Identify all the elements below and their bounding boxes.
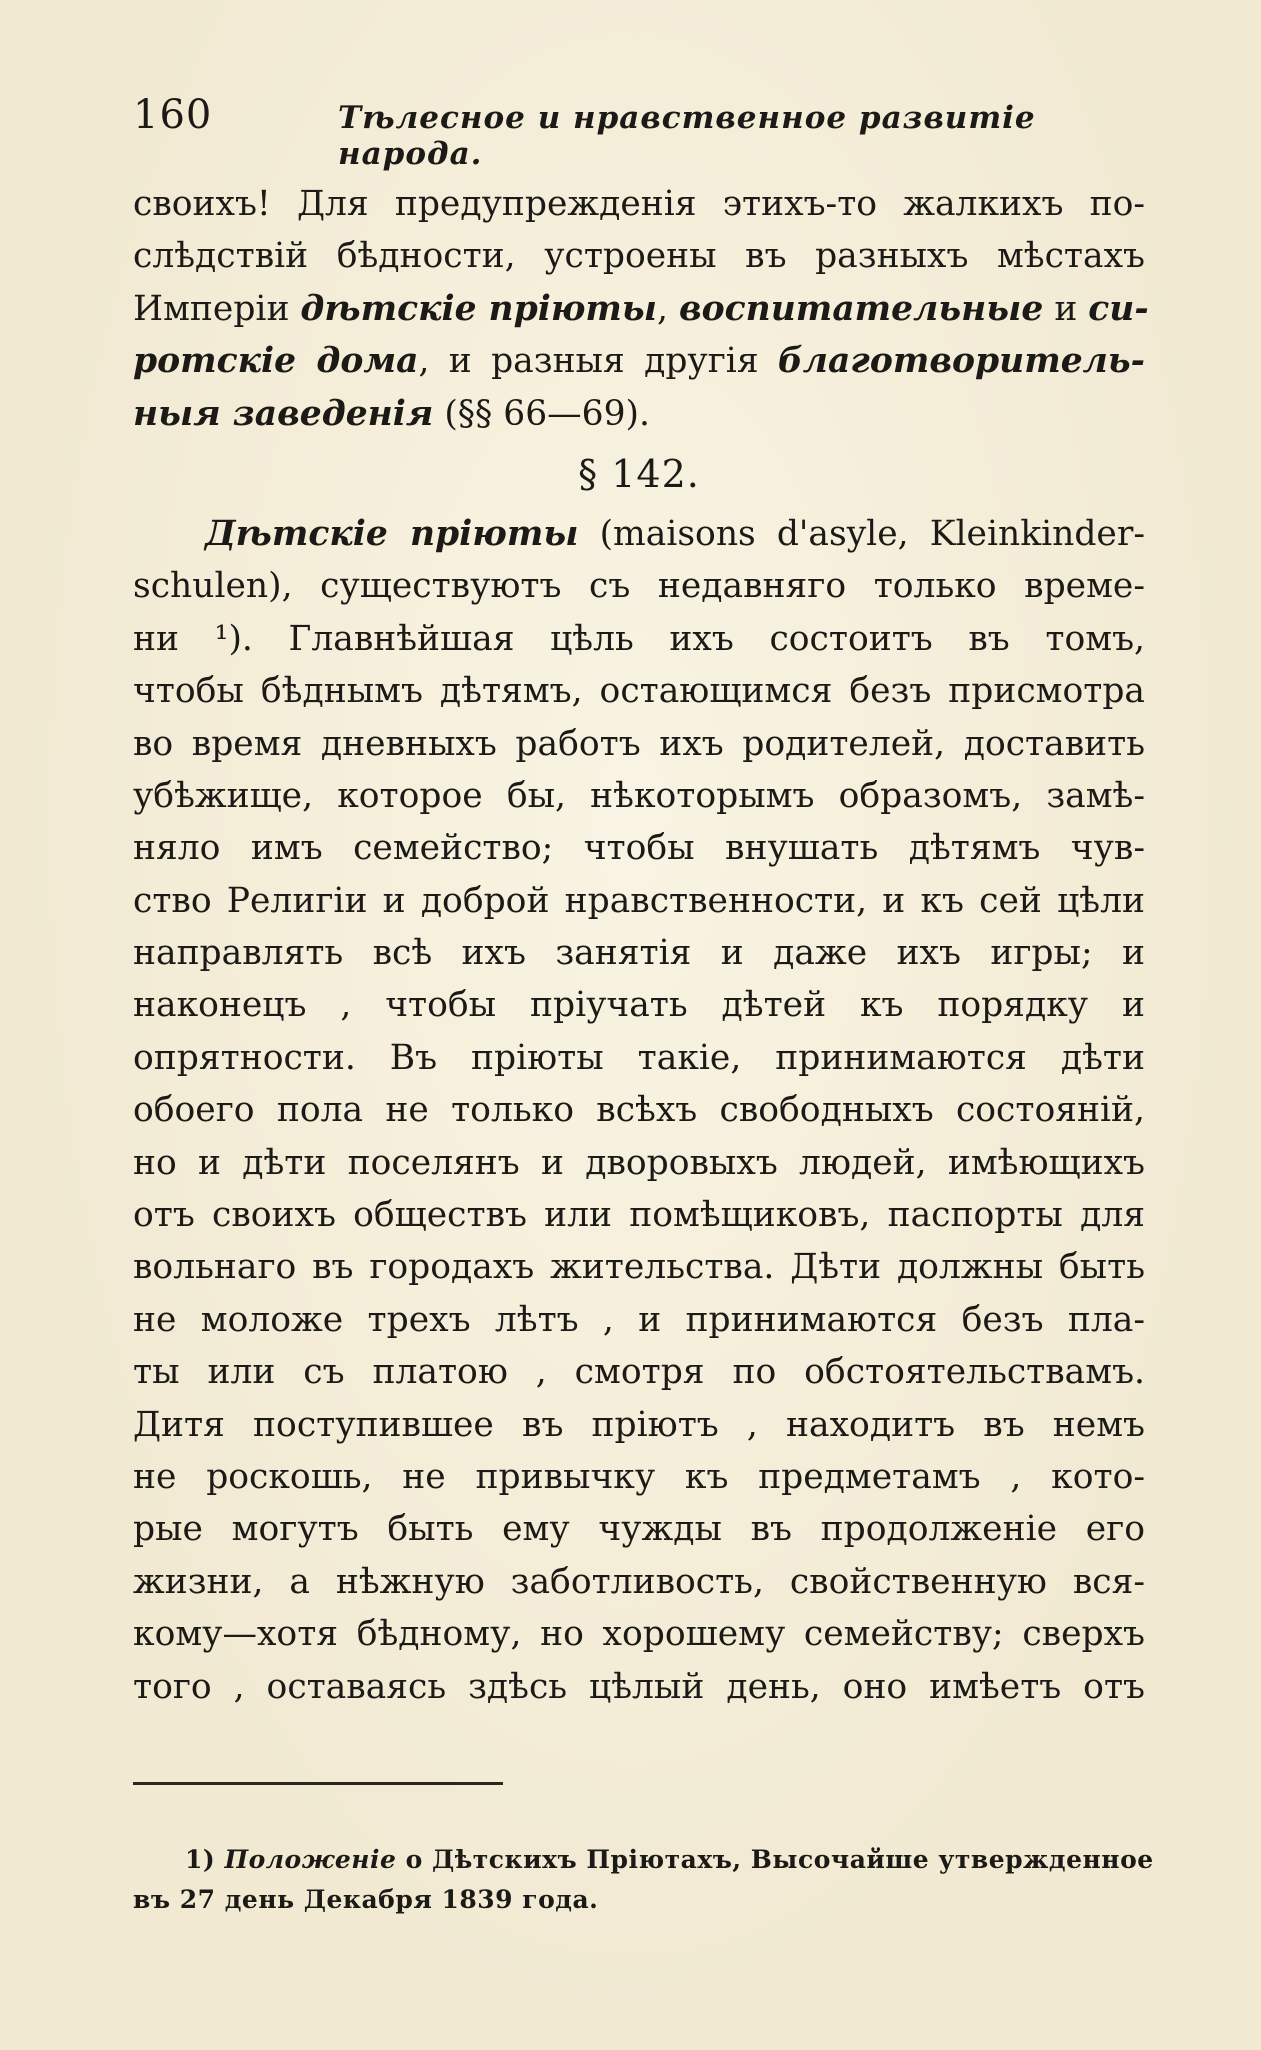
emphasis-orphan-homes-cont: ротскіе дома: [133, 341, 419, 382]
text-run: Имперіи: [133, 288, 290, 329]
text-line: направлять всѣ ихъ занятія и даже ихъ игры; и: [133, 933, 1145, 974]
emphasis-institutions: ныя заведенія: [133, 393, 434, 434]
text-line: убѣжище, которое бы, нѣкоторымъ образомъ, замѣ-: [133, 775, 1145, 816]
text-line: [133, 508, 1145, 560]
text-line: кому—хотя бѣдному, но хорошему семейству; сверхъ: [133, 1614, 1145, 1655]
text-run: и: [1054, 288, 1078, 329]
text-line: наконецъ , чтобы пріучать дѣтей къ порядку и: [133, 985, 1145, 1026]
text-line: вольнаго въ городахъ жительства. Дѣти должны быть: [133, 1247, 1145, 1288]
text-line: не роскошь, не привычку къ предметамъ , кото-: [133, 1456, 1145, 1497]
text-run: (§§ 66—69).: [433, 393, 650, 434]
emphasis-charitable: благотворитель-: [777, 341, 1145, 382]
footnote-rule: [133, 1782, 503, 1785]
footnote-line: [133, 1840, 1154, 1880]
text-line: [133, 388, 1145, 440]
text-line: но и дѣти поселянъ и дворовыхъ людей, имѣющихъ: [133, 1142, 1145, 1183]
footnote-line: въ 27 день Декабря 1839 года.: [133, 1885, 599, 1914]
page-number: 160: [133, 92, 213, 138]
page-header: [133, 92, 1143, 172]
text-line: чтобы бѣднымъ дѣтямъ, остающимся безъ присмотра: [133, 671, 1145, 712]
text-run: о Дѣтскихъ Пріютахъ, Высочайше утвержденное: [405, 1845, 1154, 1874]
main-text: [133, 178, 1149, 1713]
footnote-emphasis: Положеніе: [224, 1845, 397, 1874]
emphasis-orphanages: воспитательные: [678, 288, 1044, 329]
text-line: няло имъ семейство; чтобы внушать дѣтямъ чув-: [133, 828, 1145, 869]
emphasis-children-shelters: дѣтскіе пріюты: [300, 288, 658, 329]
text-line: ни ¹). Главнѣйшая цѣль ихъ состоитъ въ томъ,: [133, 618, 1145, 659]
text-line: [133, 283, 1149, 335]
section-heading: § 142.: [578, 451, 700, 496]
text-line: обоего пола не только всѣхъ свободныхъ состояній,: [133, 1090, 1145, 1131]
text-line: Дитя поступившее въ пріютъ , находитъ въ немъ: [133, 1404, 1145, 1445]
footnote-marker: 1): [185, 1845, 216, 1874]
footnote: [133, 1840, 1154, 1920]
text-line: schulen), существуютъ съ недавняго только време-: [133, 566, 1145, 607]
text-line: слѣдствій бѣдности, устроены въ разныхъ мѣстахъ: [133, 236, 1145, 277]
text-line: ты или съ платою , смотря по обстоятельствамъ.: [133, 1352, 1145, 1393]
text-line: того , оставаясь здѣсь цѣлый день, оно имѣетъ отъ: [133, 1666, 1145, 1707]
text-line: во время дневныхъ работъ ихъ родителей, доставить: [133, 723, 1145, 764]
text-line: опрятности. Въ пріюты такіе, принимаются дѣти: [133, 1037, 1145, 1078]
text-line: не моложе трехъ лѣтъ , и принимаются безъ пла-: [133, 1299, 1145, 1340]
text-line: отъ своихъ обществъ или помѣщиковъ, паспорты для: [133, 1195, 1145, 1236]
text-run: , и разныя другія: [418, 341, 759, 382]
text-line: жизни, а нѣжную заботливость, свойственную вся-: [133, 1561, 1145, 1602]
text-line: рые могутъ быть ему чужды въ продолженіе его: [133, 1509, 1145, 1550]
running-title: Тѣлесное и нравственное развитіе народа.: [338, 100, 1036, 172]
text-run: ,: [657, 288, 668, 329]
text-run: (maisons d'asyle, Kleinkinder-: [578, 513, 1146, 554]
emphasis-children-shelters: Дѣтскіе пріюты: [205, 513, 579, 554]
text-line: своихъ! Для предупрежденія этихъ-то жалкихъ по-: [133, 184, 1145, 224]
emphasis-orphan-homes: си-: [1088, 288, 1149, 329]
text-line: [133, 335, 1145, 387]
text-line: ство Религіи и доброй нравственности, и къ сей цѣли: [133, 880, 1145, 921]
